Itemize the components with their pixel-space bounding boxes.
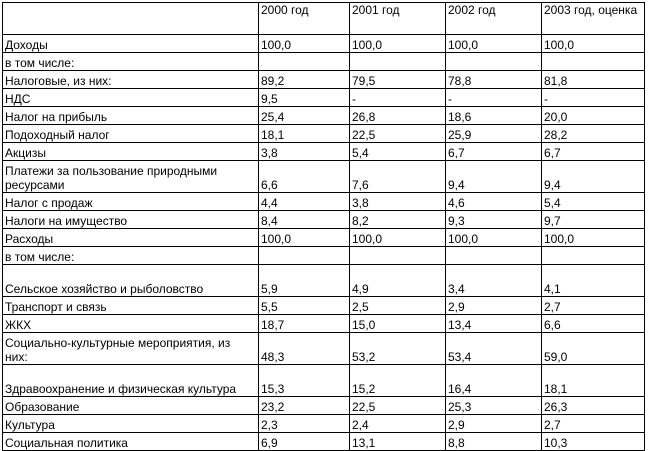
cell-value: 9,4 <box>446 161 542 193</box>
cell-value: 22,5 <box>350 397 446 415</box>
table-row-tax-revenue <box>3 71 645 89</box>
cell-value: 53,2 <box>350 333 446 365</box>
cell-value: 2,7 <box>542 415 645 433</box>
table-row-property-tax <box>3 211 645 229</box>
cell-value: - <box>446 89 542 107</box>
cell-value: - <box>542 89 645 107</box>
row-label: Социальная политика <box>3 433 259 451</box>
cell-value: 15,2 <box>350 365 446 397</box>
cell-value: 6,7 <box>446 143 542 161</box>
cell-value: 6,6 <box>259 161 350 193</box>
table-row-including-2 <box>3 247 645 265</box>
cell-value: 9,7 <box>542 211 645 229</box>
row-label: Платежи за пользование природными ресурсами <box>3 161 259 193</box>
row-label: Налог с продаж <box>3 193 259 211</box>
cell-value: 100,0 <box>350 35 446 53</box>
cell-value: 2,5 <box>350 297 446 315</box>
cell-value <box>542 247 645 265</box>
cell-value: 23,2 <box>259 397 350 415</box>
cell-value: 20,0 <box>542 107 645 125</box>
cell-value: 25,9 <box>446 125 542 143</box>
table-row-social-policy <box>3 433 645 451</box>
cell-value: 13,1 <box>350 433 446 451</box>
row-label: Налоги на имущество <box>3 211 259 229</box>
cell-value: 100,0 <box>446 229 542 247</box>
row-label: Социально-культурные мероприятия, из них: <box>3 333 259 365</box>
cell-value: 4,4 <box>259 193 350 211</box>
cell-value: 18,1 <box>259 125 350 143</box>
table-row-culture <box>3 415 645 433</box>
cell-value: 6,9 <box>259 433 350 451</box>
cell-value: 28,2 <box>542 125 645 143</box>
table-row-vat <box>3 89 645 107</box>
cell-value: 2,7 <box>542 297 645 315</box>
cell-value: 8,2 <box>350 211 446 229</box>
table-row-profit-tax <box>3 107 645 125</box>
cell-value: 26,3 <box>542 397 645 415</box>
table-row-education <box>3 397 645 415</box>
cell-value: 10,3 <box>542 433 645 451</box>
header-cell-2001: 2001 год <box>350 3 446 35</box>
cell-value: - <box>350 89 446 107</box>
cell-value: 4,9 <box>350 265 446 297</box>
header-cell-empty <box>3 3 259 35</box>
cell-value <box>350 247 446 265</box>
cell-value: 9,4 <box>542 161 645 193</box>
cell-value: 7,6 <box>350 161 446 193</box>
cell-value: 53,4 <box>446 333 542 365</box>
cell-value: 100,0 <box>446 35 542 53</box>
cell-value <box>446 247 542 265</box>
cell-value: 13,4 <box>446 315 542 333</box>
cell-value: 100,0 <box>542 35 645 53</box>
cell-value: 100,0 <box>350 229 446 247</box>
cell-value: 79,5 <box>350 71 446 89</box>
cell-value: 89,2 <box>259 71 350 89</box>
table-row-social-cultural <box>3 333 645 365</box>
table-row-including-1 <box>3 53 645 71</box>
table-row-transport <box>3 297 645 315</box>
cell-value: 5,5 <box>259 297 350 315</box>
cell-value: 3,8 <box>350 193 446 211</box>
table-row-resource-payments <box>3 161 645 193</box>
cell-value: 22,5 <box>350 125 446 143</box>
row-label: Транспорт и связь <box>3 297 259 315</box>
table-row-revenue <box>3 35 645 53</box>
cell-value: 100,0 <box>542 229 645 247</box>
row-label: Сельское хозяйство и рыболовство <box>3 265 259 297</box>
cell-value: 16,4 <box>446 365 542 397</box>
cell-value: 81,8 <box>542 71 645 89</box>
cell-value <box>350 53 446 71</box>
cell-value: 8,8 <box>446 433 542 451</box>
cell-value: 3,4 <box>446 265 542 297</box>
budget-structure-table-container <box>2 2 645 451</box>
table-row-expenses <box>3 229 645 247</box>
cell-value: 2,9 <box>446 297 542 315</box>
row-label: в том числе: <box>3 247 259 265</box>
cell-value: 2,3 <box>259 415 350 433</box>
cell-value: 18,1 <box>542 365 645 397</box>
cell-value: 18,7 <box>259 315 350 333</box>
row-label: Культура <box>3 415 259 433</box>
row-label: Здравоохранение и физическая культура <box>3 365 259 397</box>
row-label: Акцизы <box>3 143 259 161</box>
header-cell-2002: 2002 год <box>446 3 542 35</box>
row-label: в том числе: <box>3 53 259 71</box>
cell-value <box>542 53 645 71</box>
row-label: Налоговые, из них: <box>3 71 259 89</box>
table-row-excise <box>3 143 645 161</box>
budget-structure-table <box>2 2 645 451</box>
row-label: Доходы <box>3 35 259 53</box>
row-label: Образование <box>3 397 259 415</box>
row-label: Расходы <box>3 229 259 247</box>
cell-value: 4,1 <box>542 265 645 297</box>
table-row-income-tax <box>3 125 645 143</box>
table-row-agriculture <box>3 265 645 297</box>
cell-value: 5,9 <box>259 265 350 297</box>
cell-value: 4,6 <box>446 193 542 211</box>
cell-value <box>259 53 350 71</box>
row-label: НДС <box>3 89 259 107</box>
cell-value: 25,4 <box>259 107 350 125</box>
cell-value <box>259 247 350 265</box>
header-row <box>3 3 645 35</box>
cell-value: 100,0 <box>259 35 350 53</box>
table-row-housing <box>3 315 645 333</box>
row-label: Подоходный налог <box>3 125 259 143</box>
header-cell-2003: 2003 год, оценка <box>542 3 645 35</box>
header-cell-2000: 2000 год <box>259 3 350 35</box>
cell-value: 15,3 <box>259 365 350 397</box>
cell-value: 3,8 <box>259 143 350 161</box>
cell-value: 100,0 <box>259 229 350 247</box>
cell-value: 2,4 <box>350 415 446 433</box>
cell-value: 6,7 <box>542 143 645 161</box>
table-row-sales-tax <box>3 193 645 211</box>
cell-value: 2,9 <box>446 415 542 433</box>
cell-value: 5,4 <box>350 143 446 161</box>
cell-value: 6,6 <box>542 315 645 333</box>
cell-value <box>446 53 542 71</box>
cell-value: 9,5 <box>259 89 350 107</box>
table-row-healthcare <box>3 365 645 397</box>
cell-value: 78,8 <box>446 71 542 89</box>
cell-value: 18,6 <box>446 107 542 125</box>
cell-value: 15,0 <box>350 315 446 333</box>
cell-value: 26,8 <box>350 107 446 125</box>
row-label: ЖКХ <box>3 315 259 333</box>
cell-value: 48,3 <box>259 333 350 365</box>
cell-value: 5,4 <box>542 193 645 211</box>
cell-value: 8,4 <box>259 211 350 229</box>
cell-value: 59,0 <box>542 333 645 365</box>
row-label: Налог на прибыль <box>3 107 259 125</box>
cell-value: 25,3 <box>446 397 542 415</box>
cell-value: 9,3 <box>446 211 542 229</box>
